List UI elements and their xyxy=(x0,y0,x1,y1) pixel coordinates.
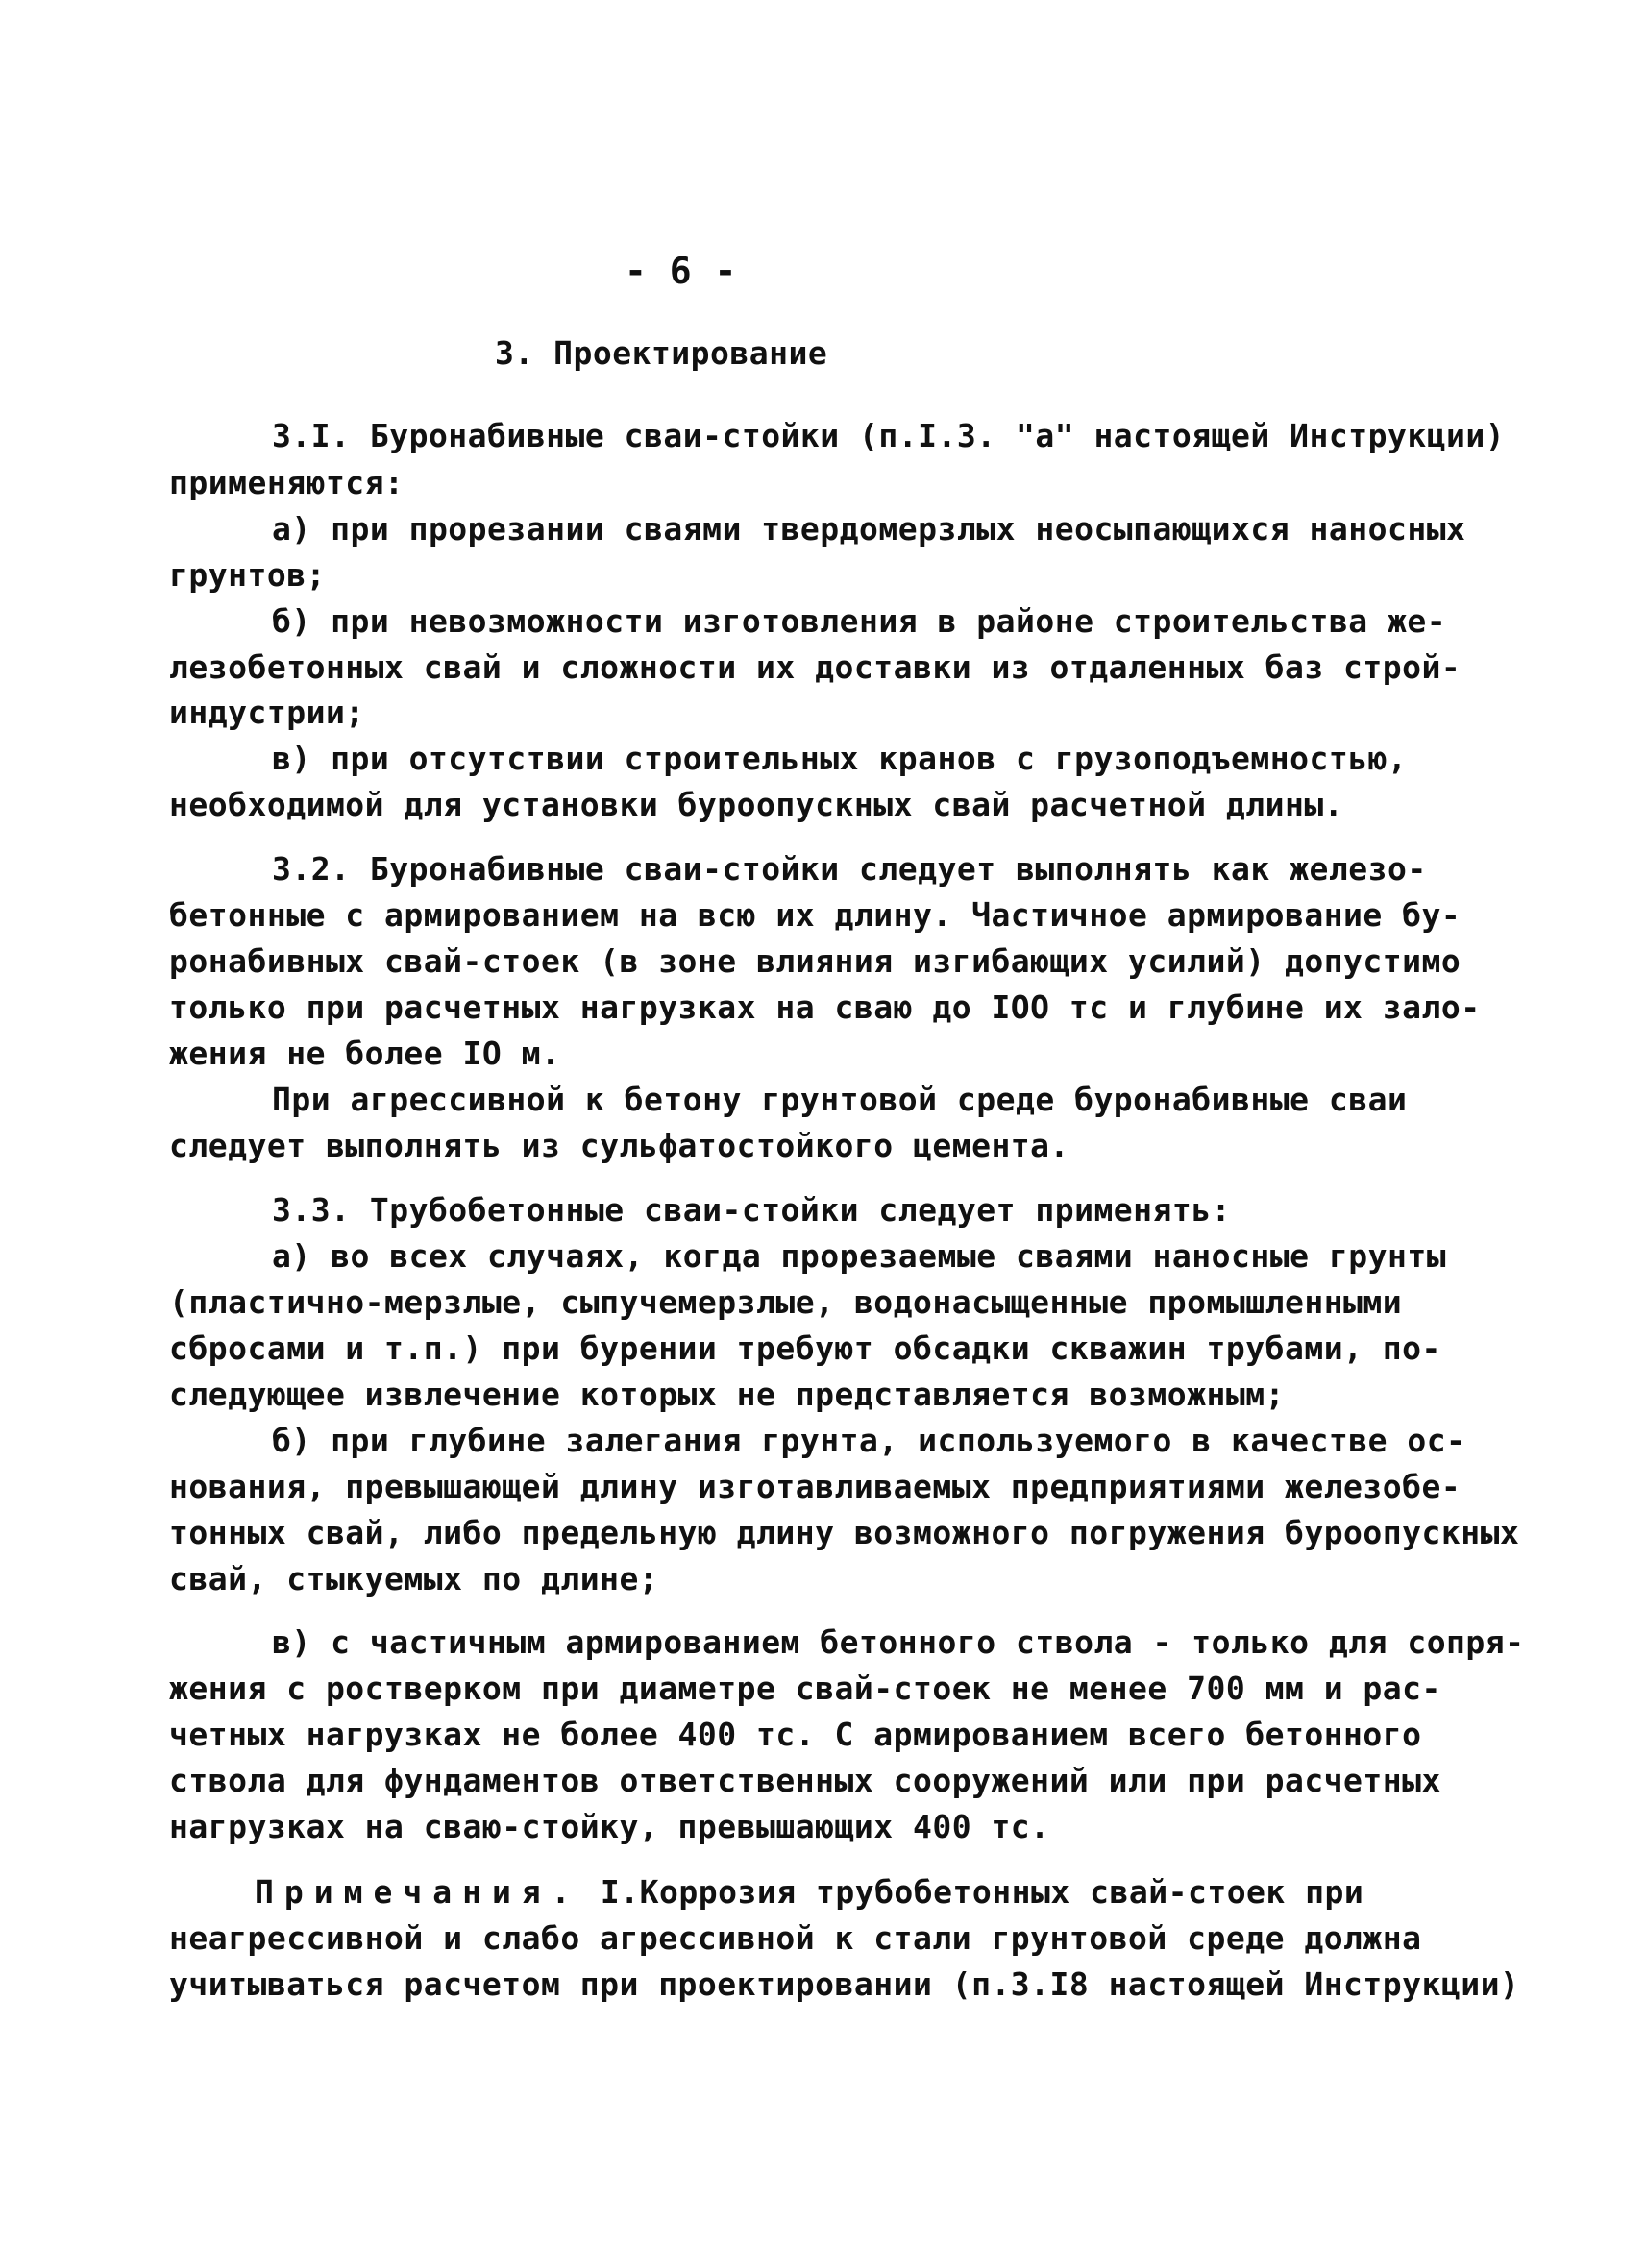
text-line: необходимой для установки буроопускных свай расчетной длины. xyxy=(169,786,1344,823)
text-line: жения не более IO м. xyxy=(169,1035,561,1072)
text-line: ронабивных свай-стоек (в зоне влияния изгибающих усилий) допустимо xyxy=(169,942,1462,980)
text-line: свай, стыкуемых по длине; xyxy=(169,1560,659,1597)
text-line: четных нагрузках не более 400 тс. С армированием всего бетонного xyxy=(169,1716,1422,1753)
text-line: нования, превышающей длину изготавливаемых предприятиями железобе- xyxy=(169,1468,1462,1505)
note-line xyxy=(255,1873,1363,1912)
text-line: б) при глубине залегания грунта, используемого в качестве ос- xyxy=(272,1422,1466,1459)
note-label: Примечания. xyxy=(255,1873,581,1911)
note-text: I.Коррозия трубобетонных свай-стоек при xyxy=(600,1873,1364,1911)
text-line: грунтов; xyxy=(169,556,326,594)
text-line: жения с ростверком при диаметре свай-стоек не менее 700 мм и рас- xyxy=(169,1670,1441,1707)
text-line: лезобетонных свай и сложности их доставки из отдаленных баз строй- xyxy=(169,648,1462,686)
text-line: 3.I. Буронабивные сваи-стойки (п.I.3. "а" настоящей Инструкции) xyxy=(272,417,1506,454)
text-line: в) при отсутствии строительных кранов с грузоподъемностью, xyxy=(272,740,1408,777)
text-line: неагрессивной и слабо агрессивной к стали грунтовой среде должна xyxy=(169,1919,1422,1957)
text-line: а) при прорезании сваями твердомерзлых неосыпающихся наносных xyxy=(272,510,1466,548)
text-line: При агрессивной к бетону грунтовой среде буронабивные сваи xyxy=(272,1081,1408,1118)
text-line: применяются: xyxy=(169,464,405,501)
text-line: индустрии; xyxy=(169,694,365,731)
text-line: б) при невозможности изготовления в районе строительства же- xyxy=(272,602,1447,640)
text-line: (пластично-мерзлые, сыпучемерзлые, водонасыщенные промышленными xyxy=(169,1283,1403,1321)
text-line: только при расчетных нагрузках на сваю до IOO тс и глубине их зало- xyxy=(169,988,1481,1026)
text-line: в) с частичным армированием бетонного ствола - только для сопря- xyxy=(272,1623,1525,1661)
text-line: 3.2. Буронабивные сваи-стойки следует выполнять как железо- xyxy=(272,850,1427,888)
text-line: следующее извлечение которых не представляется возможным; xyxy=(169,1376,1285,1413)
text-line: нагрузках на сваю-стойку, превышающих 400 тс. xyxy=(169,1808,1050,1845)
page-number: - 6 - xyxy=(625,250,737,292)
text-line: следует выполнять из сульфатостойкого цемента. xyxy=(169,1127,1069,1164)
text-line: бетонные с армированием на всю их длину. Частичное армирование бу- xyxy=(169,896,1462,934)
text-line: ствола для фундаментов ответственных сооружений или при расчетных xyxy=(169,1762,1441,1799)
text-line: учитываться расчетом при проектировании (п.3.I8 настоящей Инструкции) xyxy=(169,1965,1520,2003)
text-line: сбросами и т.п.) при бурении требуют обсадки скважин трубами, по- xyxy=(169,1329,1441,1367)
text-line: 3.3. Трубобетонные сваи-стойки следует применять: xyxy=(272,1191,1232,1229)
text-line: тонных свай, либо предельную длину возможного погружения буроопускных xyxy=(169,1514,1520,1551)
text-line: а) во всех случаях, когда прорезаемые сваями наносные грунты xyxy=(272,1237,1447,1275)
section-heading: 3. Проектирование xyxy=(495,334,828,372)
